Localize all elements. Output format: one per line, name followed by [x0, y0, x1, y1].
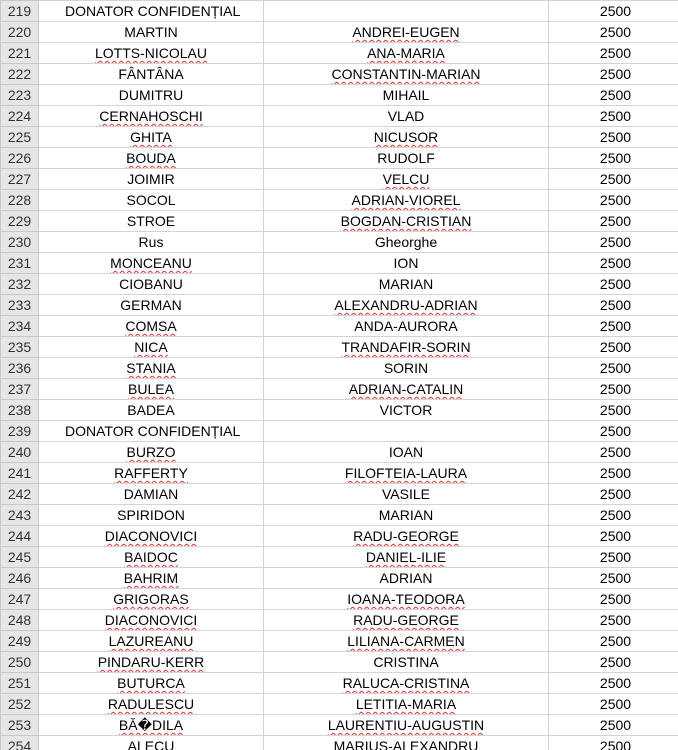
cell-prenume[interactable] — [264, 463, 549, 484]
cell-prenume[interactable] — [264, 358, 549, 379]
cell-suma[interactable]: 2500 — [549, 694, 678, 715]
cell-prenume-text: MARIAN — [378, 276, 434, 292]
cell-suma[interactable]: 2500 — [549, 127, 678, 148]
cell-prenume[interactable] — [264, 274, 549, 295]
cell-suma[interactable]: 2500 — [549, 715, 678, 736]
cell-prenume[interactable] — [264, 316, 549, 337]
table-row — [1, 43, 678, 64]
cell-suma[interactable]: 2500 — [549, 22, 678, 43]
cell-prenume[interactable] — [264, 526, 549, 547]
cell-prenume[interactable] — [264, 736, 549, 750]
cell-prenume-text: LAURENTIU-AUGUSTIN — [327, 717, 485, 733]
cell-prenume-text: TRANDAFIR-SORIN — [341, 339, 471, 355]
cell-prenume[interactable] — [264, 568, 549, 589]
cell-nume-text: BĂ�DILA — [118, 717, 184, 733]
cell-nume-text: GHITA — [130, 129, 172, 145]
table-row — [1, 526, 678, 547]
cell-nume-text: SOCOL — [126, 192, 176, 208]
cell-prenume-text: NICUSOR — [373, 129, 439, 145]
cell-nume-text: BURZO — [126, 444, 176, 460]
cell-prenume-text: MIHAIL — [382, 87, 430, 103]
cell-prenume-text: MARIUS-ALEXANDRU — [333, 738, 479, 750]
cell-suma[interactable]: 2500 — [549, 526, 678, 547]
table-row — [1, 316, 678, 337]
cell-nume-text: DUMITRU — [118, 87, 184, 103]
table-row — [1, 85, 678, 106]
cell-prenume-text: RUDOLF — [377, 150, 435, 166]
cell-suma[interactable]: 2500 — [549, 631, 678, 652]
cell-prenume-text: CONSTANTIN-MARIAN — [331, 66, 481, 82]
cell-suma[interactable]: 2500 — [549, 610, 678, 631]
row-number[interactable]: 252 — [1, 694, 39, 715]
table-row — [1, 106, 678, 127]
cell-suma[interactable]: 2500 — [549, 736, 678, 750]
cell-nume-text: JOIMIR — [127, 171, 175, 187]
cell-nume-text: FÂNTÂNA — [118, 66, 184, 82]
cell-nume[interactable] — [39, 631, 264, 652]
cell-prenume[interactable] — [264, 211, 549, 232]
cell-nume-text: CIOBANU — [119, 276, 183, 292]
row-number[interactable]: 249 — [1, 631, 39, 652]
cell-prenume-text: DANIEL-ILIE — [365, 549, 447, 565]
cell-prenume-text: ANDREI-EUGEN — [352, 24, 460, 40]
cell-suma[interactable]: 2500 — [549, 337, 678, 358]
row-number[interactable]: 241 — [1, 463, 39, 484]
table-row — [1, 421, 678, 442]
table-row — [1, 1, 678, 22]
cell-nume-text: GRIGORAS — [113, 591, 189, 607]
cell-nume[interactable] — [39, 85, 264, 106]
cell-nume[interactable] — [39, 652, 264, 673]
row-number[interactable]: 251 — [1, 673, 39, 694]
cell-prenume[interactable] — [264, 547, 549, 568]
cell-prenume-text: SORIN — [383, 360, 429, 376]
cell-nume[interactable] — [39, 400, 264, 421]
cell-nume[interactable] — [39, 694, 264, 715]
cell-nume-text: DONATOR CONFIDENȚIAL — [65, 423, 241, 439]
row-number[interactable]: 239 — [1, 421, 39, 442]
cell-nume[interactable] — [39, 253, 264, 274]
cell-suma[interactable]: 2500 — [549, 1, 678, 22]
cell-prenume-text: MARIAN — [378, 507, 434, 523]
cell-suma[interactable]: 2500 — [549, 274, 678, 295]
cell-nume[interactable] — [39, 358, 264, 379]
table-row — [1, 211, 678, 232]
cell-nume[interactable] — [39, 526, 264, 547]
cell-prenume[interactable] — [264, 400, 549, 421]
cell-nume[interactable] — [39, 190, 264, 211]
cell-nume-text: DAMIAN — [123, 486, 179, 502]
table-row — [1, 568, 678, 589]
cell-prenume-text: BOGDAN-CRISTIAN — [340, 213, 472, 229]
table-row — [1, 232, 678, 253]
cell-prenume[interactable] — [264, 64, 549, 85]
cell-suma[interactable]: 2500 — [549, 295, 678, 316]
cell-prenume-text: ION — [393, 255, 419, 271]
row-number[interactable]: 222 — [1, 64, 39, 85]
cell-suma[interactable]: 2500 — [549, 190, 678, 211]
cell-prenume[interactable] — [264, 484, 549, 505]
row-number[interactable]: 227 — [1, 169, 39, 190]
cell-prenume-text: ANA-MARIA — [367, 45, 445, 61]
cell-nume[interactable] — [39, 736, 264, 750]
cell-prenume[interactable] — [264, 652, 549, 673]
cell-nume[interactable] — [39, 379, 264, 400]
table-row — [1, 64, 678, 85]
row-number[interactable]: 245 — [1, 547, 39, 568]
table-row — [1, 589, 678, 610]
row-number[interactable]: 229 — [1, 211, 39, 232]
cell-nume[interactable] — [39, 421, 264, 442]
cell-prenume[interactable] — [264, 85, 549, 106]
cell-suma[interactable]: 2500 — [549, 169, 678, 190]
table-row — [1, 610, 678, 631]
cell-nume[interactable] — [39, 547, 264, 568]
table-row — [1, 148, 678, 169]
table-body — [1, 1, 678, 750]
table-row — [1, 715, 678, 736]
cell-suma[interactable]: 2500 — [549, 505, 678, 526]
row-number[interactable]: 244 — [1, 526, 39, 547]
cell-prenume-text: CRISTINA — [373, 654, 439, 670]
cell-nume-text: DONATOR CONFIDENȚIAL — [65, 3, 241, 19]
row-number[interactable]: 223 — [1, 85, 39, 106]
row-number[interactable]: 220 — [1, 22, 39, 43]
cell-prenume[interactable] — [264, 148, 549, 169]
row-number[interactable]: 237 — [1, 379, 39, 400]
cell-nume[interactable] — [39, 169, 264, 190]
cell-suma[interactable]: 2500 — [549, 568, 678, 589]
row-number[interactable]: 248 — [1, 610, 39, 631]
row-number[interactable]: 253 — [1, 715, 39, 736]
row-number[interactable]: 232 — [1, 274, 39, 295]
cell-nume[interactable] — [39, 715, 264, 736]
table-row — [1, 22, 678, 43]
cell-prenume[interactable] — [264, 232, 549, 253]
row-number[interactable]: 250 — [1, 652, 39, 673]
table-row — [1, 547, 678, 568]
row-number[interactable]: 247 — [1, 589, 39, 610]
cell-nume-text: COMSA — [125, 318, 177, 334]
cell-prenume[interactable] — [264, 43, 549, 64]
cell-suma[interactable]: 2500 — [549, 232, 678, 253]
cell-prenume-text: IOANA-TEODORA — [347, 591, 465, 607]
cell-nume-text: MONCEANU — [110, 255, 192, 271]
row-number[interactable]: 254 — [1, 736, 39, 750]
cell-nume[interactable] — [39, 1, 264, 22]
row-number[interactable]: 219 — [1, 1, 39, 22]
cell-suma[interactable]: 2500 — [549, 43, 678, 64]
cell-prenume[interactable] — [264, 421, 549, 442]
row-number[interactable]: 234 — [1, 316, 39, 337]
cell-prenume-text: VASILE — [382, 486, 430, 502]
cell-prenume-text: RADU-GEORGE — [353, 528, 459, 544]
cell-prenume[interactable] — [264, 610, 549, 631]
cell-suma[interactable]: 2500 — [549, 421, 678, 442]
row-number[interactable]: 235 — [1, 337, 39, 358]
table-row — [1, 631, 678, 652]
cell-nume[interactable] — [39, 505, 264, 526]
cell-nume-text: LAZUREANU — [108, 633, 194, 649]
cell-nume[interactable] — [39, 316, 264, 337]
cell-nume[interactable] — [39, 211, 264, 232]
cell-nume[interactable] — [39, 64, 264, 85]
cell-nume-text: Rus — [138, 234, 164, 250]
cell-prenume[interactable] — [264, 673, 549, 694]
cell-nume[interactable] — [39, 43, 264, 64]
row-number[interactable]: 238 — [1, 400, 39, 421]
cell-prenume-text: ADRIAN-VIOREL — [351, 192, 461, 208]
cell-prenume[interactable] — [264, 694, 549, 715]
table-row — [1, 505, 678, 526]
cell-nume-text: STROE — [126, 213, 176, 229]
cell-nume[interactable] — [39, 484, 264, 505]
cell-nume-text: BULEA — [128, 381, 174, 397]
cell-prenume[interactable] — [264, 22, 549, 43]
cell-suma[interactable]: 2500 — [549, 106, 678, 127]
table-row — [1, 379, 678, 400]
cell-nume[interactable] — [39, 337, 264, 358]
cell-prenume-text: VLAD — [387, 108, 425, 124]
cell-nume-text: DIACONOVICI — [104, 528, 198, 544]
cell-suma[interactable]: 2500 — [549, 85, 678, 106]
cell-suma[interactable]: 2500 — [549, 211, 678, 232]
row-number[interactable]: 243 — [1, 505, 39, 526]
cell-prenume[interactable] — [264, 715, 549, 736]
row-number[interactable]: 246 — [1, 568, 39, 589]
cell-suma[interactable]: 2500 — [549, 400, 678, 421]
table-row — [1, 484, 678, 505]
cell-prenume[interactable] — [264, 442, 549, 463]
cell-suma[interactable]: 2500 — [549, 148, 678, 169]
cell-nume-text: BAHRIM — [123, 570, 179, 586]
cell-nume-text: GERMAN — [120, 297, 182, 313]
row-number[interactable]: 224 — [1, 106, 39, 127]
cell-prenume[interactable] — [264, 337, 549, 358]
row-number[interactable]: 230 — [1, 232, 39, 253]
cell-nume-text: ALECU — [127, 738, 175, 750]
cell-prenume-text: ADRIAN — [379, 570, 433, 586]
cell-prenume[interactable] — [264, 505, 549, 526]
table-row — [1, 127, 678, 148]
cell-nume[interactable] — [39, 274, 264, 295]
table-row — [1, 169, 678, 190]
cell-nume-text: LOTTS-NICOLAU — [94, 45, 207, 61]
cell-prenume[interactable] — [264, 127, 549, 148]
cell-nume-text: NICA — [134, 339, 168, 355]
row-number[interactable]: 221 — [1, 43, 39, 64]
cell-prenume-text: LETITIA-MARIA — [355, 696, 457, 712]
cell-nume-text: PINDARU-KERR — [97, 654, 205, 670]
cell-prenume-text: VICTOR — [379, 402, 433, 418]
cell-suma[interactable]: 2500 — [549, 253, 678, 274]
cell-nume-text: STANIA — [126, 360, 176, 376]
cell-suma[interactable]: 2500 — [549, 316, 678, 337]
cell-nume-text: BAIDOC — [124, 549, 178, 565]
table-row — [1, 652, 678, 673]
cell-prenume[interactable] — [264, 169, 549, 190]
cell-nume-text: RAFFERTY — [114, 465, 188, 481]
cell-prenume-text: IOAN — [388, 444, 424, 460]
cell-nume[interactable] — [39, 568, 264, 589]
cell-nume[interactable] — [39, 442, 264, 463]
cell-suma[interactable]: 2500 — [549, 442, 678, 463]
cell-nume[interactable] — [39, 232, 264, 253]
table-row — [1, 337, 678, 358]
row-number[interactable]: 242 — [1, 484, 39, 505]
cell-suma[interactable]: 2500 — [549, 379, 678, 400]
table-row — [1, 400, 678, 421]
cell-nume-text: BADEA — [127, 402, 175, 418]
table-row — [1, 694, 678, 715]
cell-suma[interactable]: 2500 — [549, 64, 678, 85]
cell-prenume-text: LILIANA-CARMEN — [347, 633, 465, 649]
row-number[interactable]: 240 — [1, 442, 39, 463]
cell-nume[interactable] — [39, 148, 264, 169]
cell-nume-text: BOUDA — [126, 150, 176, 166]
cell-nume[interactable] — [39, 463, 264, 484]
cell-prenume[interactable] — [264, 631, 549, 652]
cell-prenume-text: Gheorghe — [374, 234, 438, 250]
table-row — [1, 358, 678, 379]
table-row — [1, 442, 678, 463]
cell-prenume[interactable] — [264, 589, 549, 610]
cell-nume[interactable] — [39, 589, 264, 610]
cell-nume[interactable] — [39, 22, 264, 43]
table-row — [1, 253, 678, 274]
cell-prenume[interactable] — [264, 190, 549, 211]
cell-suma[interactable]: 2500 — [549, 652, 678, 673]
cell-prenume[interactable] — [264, 106, 549, 127]
cell-suma[interactable]: 2500 — [549, 484, 678, 505]
row-number[interactable]: 231 — [1, 253, 39, 274]
cell-prenume[interactable] — [264, 295, 549, 316]
cell-nume[interactable] — [39, 610, 264, 631]
cell-nume[interactable] — [39, 127, 264, 148]
table-row — [1, 190, 678, 211]
cell-nume[interactable] — [39, 295, 264, 316]
cell-nume-text: BUTURCA — [117, 675, 185, 691]
row-number[interactable]: 233 — [1, 295, 39, 316]
cell-nume-text: DIACONOVICI — [104, 612, 198, 628]
cell-prenume-text: ADRIAN-CATALIN — [348, 381, 464, 397]
cell-prenume-text: FILOFTEIA-LAURA — [344, 465, 468, 481]
cell-prenume[interactable] — [264, 379, 549, 400]
cell-nume-text: CERNAHOSCHI — [99, 108, 203, 124]
cell-suma[interactable]: 2500 — [549, 547, 678, 568]
cell-suma[interactable]: 2500 — [549, 589, 678, 610]
row-number[interactable]: 226 — [1, 148, 39, 169]
table-row — [1, 736, 678, 750]
cell-prenume-text: ANDA-AURORA — [354, 318, 458, 334]
table-row — [1, 274, 678, 295]
cell-nume-text: MARTIN — [124, 24, 178, 40]
cell-prenume[interactable] — [264, 1, 549, 22]
cell-suma[interactable]: 2500 — [549, 358, 678, 379]
cell-suma[interactable]: 2500 — [549, 463, 678, 484]
table-row — [1, 463, 678, 484]
cell-prenume-text: RALUCA-CRISTINA — [342, 675, 470, 691]
cell-prenume[interactable] — [264, 253, 549, 274]
table-row — [1, 673, 678, 694]
cell-nume-text: RADULESCU — [107, 696, 195, 712]
row-number[interactable]: 236 — [1, 358, 39, 379]
cell-nume[interactable] — [39, 673, 264, 694]
cell-prenume-text: ALEXANDRU-ADRIAN — [334, 297, 478, 313]
cell-suma[interactable]: 2500 — [549, 673, 678, 694]
row-number[interactable]: 225 — [1, 127, 39, 148]
cell-prenume-text: VELCU — [382, 171, 430, 187]
cell-nume[interactable] — [39, 106, 264, 127]
row-number[interactable]: 228 — [1, 190, 39, 211]
cell-prenume-text: RADU-GEORGE — [353, 612, 459, 628]
cell-nume-text: SPIRIDON — [117, 507, 185, 523]
table-row — [1, 295, 678, 316]
